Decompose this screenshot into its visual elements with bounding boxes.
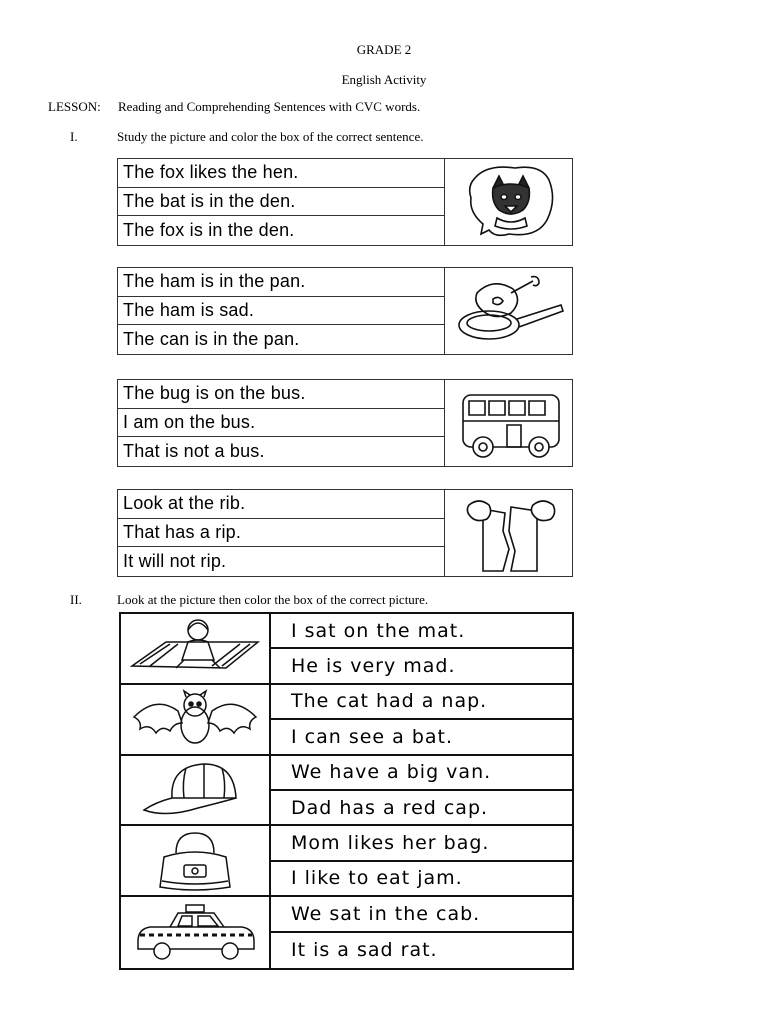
part1-group-ham bbox=[117, 267, 573, 355]
sentence-box[interactable]: The ham is sad. bbox=[118, 297, 445, 326]
sentence-box[interactable]: I am on the bus. bbox=[118, 409, 445, 438]
sentence-box[interactable]: The ham is in the pan. bbox=[118, 268, 445, 297]
bus-icon bbox=[445, 380, 572, 466]
sentence-box[interactable]: The cat had a nap. bbox=[271, 685, 572, 720]
part2-instruction: Look at the picture then color the box of the correct picture. bbox=[117, 592, 429, 607]
sentence-box[interactable]: The bat is in the den. bbox=[118, 188, 445, 217]
lesson-title: Reading and Comprehending Sentences with CVC words. bbox=[118, 99, 421, 114]
part1-group-bus bbox=[117, 379, 573, 467]
part1-group-paper bbox=[117, 489, 573, 577]
sentence-box[interactable]: The can is in the pan. bbox=[118, 325, 445, 354]
sentence-box[interactable]: Mom likes her bag. bbox=[271, 826, 572, 861]
part1-group-fox bbox=[117, 158, 573, 246]
sentence-box[interactable]: I sat on the mat. bbox=[271, 614, 572, 649]
part1-number: I. bbox=[70, 129, 78, 144]
torn-paper-icon bbox=[445, 490, 572, 576]
part2-table bbox=[119, 612, 574, 970]
sentence-box[interactable]: That has a rip. bbox=[118, 519, 445, 548]
sentence-box[interactable]: He is very mad. bbox=[271, 649, 572, 684]
part2-number: II. bbox=[70, 592, 82, 607]
taxi-cab-icon bbox=[121, 897, 271, 968]
sentence-box[interactable]: Dad has a red cap. bbox=[271, 791, 572, 826]
sentence-box[interactable]: I can see a bat. bbox=[271, 720, 572, 755]
part1-instruction: Study the picture and color the box of the correct sentence. bbox=[117, 129, 424, 144]
sentence-box[interactable]: We have a big van. bbox=[271, 756, 572, 791]
cap-icon bbox=[121, 756, 271, 827]
sentence-box[interactable]: The fox is in the den. bbox=[118, 216, 445, 245]
sentence-box[interactable]: I like to eat jam. bbox=[271, 862, 572, 897]
sentence-box[interactable]: The bug is on the bus. bbox=[118, 380, 445, 409]
grade-heading: GRADE 2 bbox=[356, 42, 412, 57]
lesson-label: LESSON: bbox=[48, 99, 101, 114]
bag-icon bbox=[121, 826, 271, 897]
sentence-box[interactable]: That is not a bus. bbox=[118, 437, 445, 466]
sentence-box[interactable]: It is a sad rat. bbox=[291, 939, 438, 962]
sentence-box[interactable]: The fox likes the hen. bbox=[118, 159, 445, 188]
sentence-box[interactable]: Look at the rib. bbox=[118, 490, 445, 519]
bat-icon bbox=[121, 685, 271, 756]
sentence-box[interactable]: We sat in the cab. bbox=[271, 897, 572, 932]
girl-on-mat-icon bbox=[121, 614, 271, 685]
fox-icon bbox=[445, 159, 572, 245]
sentence-box[interactable]: It will not rip. bbox=[118, 547, 445, 576]
ham-pan-icon bbox=[445, 268, 572, 354]
subject-heading: English Activity bbox=[341, 72, 427, 87]
